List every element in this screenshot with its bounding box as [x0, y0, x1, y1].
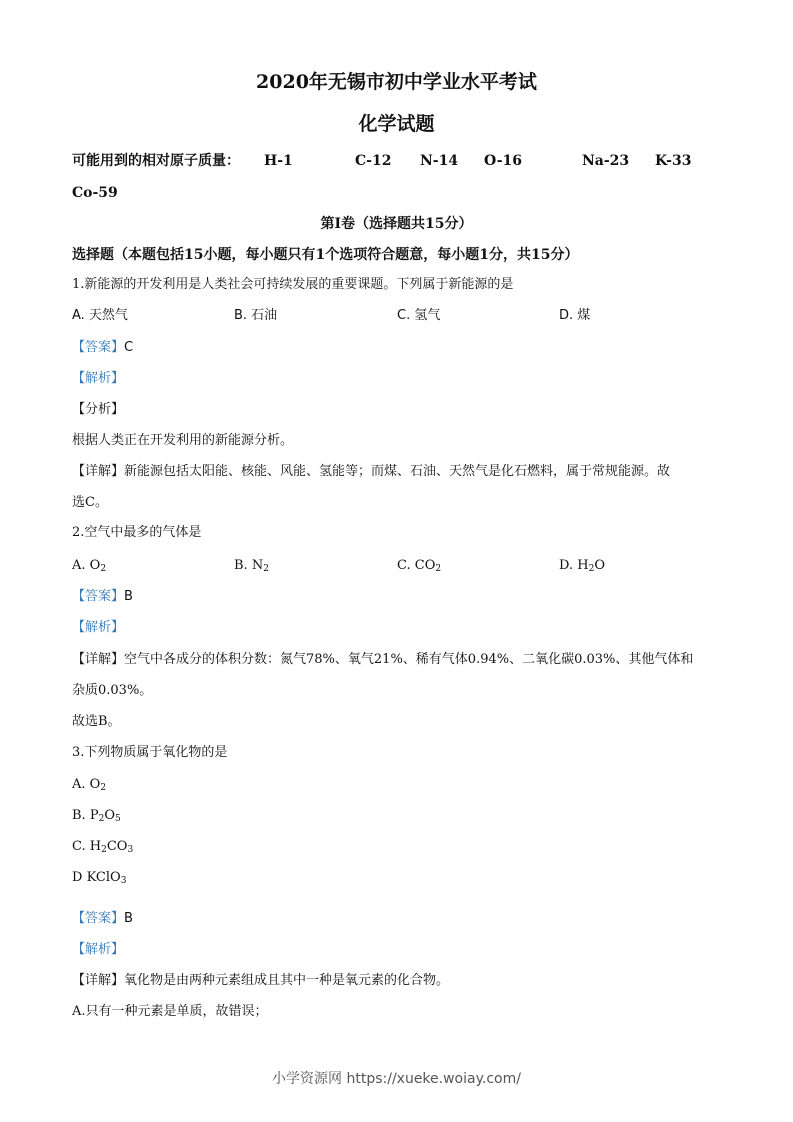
- question-3-option-d: D KClO$_3$: [72, 870, 127, 886]
- question-2-detail: [72, 651, 693, 669]
- question-1-answer: [72, 339, 133, 357]
- question-3-detail-cont: A.只有一种元素是单质，故错误；: [72, 1004, 268, 1019]
- answer-tag: 【答案】: [72, 911, 125, 926]
- question-2-option-d: D. $H_2O$: [559, 558, 605, 574]
- question-2-answer: [72, 588, 133, 606]
- question-3-option-c: C. $H_2CO_3$: [72, 839, 134, 855]
- atomic-mass-c: C-12: [355, 153, 392, 169]
- atomic-mass-label: 可能用到的相对原子质量：: [72, 153, 240, 169]
- question-1-option-c: C. 氢气: [397, 308, 441, 323]
- answer-value: B: [124, 589, 133, 604]
- exam-title: 2020年无锡市初中学业水平考试: [256, 71, 537, 93]
- question-1-analysis-tag: 【分析】: [72, 402, 125, 417]
- question-2-conclusion: 故选B。: [72, 714, 121, 729]
- question-1-stem: 1.新能源的开发利用是人类社会可持续发展的重要课题。下列属于新能源的是: [72, 277, 514, 292]
- section-title: 第I卷（选择题共15分）: [320, 216, 473, 232]
- question-2-option-b: B. $N_2$: [234, 558, 269, 574]
- question-1-explanation-tag: 【解析】: [72, 371, 125, 386]
- answer-tag: 【答案】: [72, 340, 125, 355]
- atomic-mass-co: Co-59: [72, 185, 118, 201]
- question-3-option-a: A. $O_2$: [72, 777, 107, 793]
- question-1-option-b: B. 石油: [234, 308, 278, 323]
- answer-value: C: [124, 340, 134, 355]
- detail-tag: 【详解】: [72, 464, 125, 479]
- question-3-answer: [72, 910, 133, 928]
- detail-tag: 【详解】: [72, 973, 125, 988]
- question-2-option-a: A. $O_2$: [72, 558, 107, 574]
- question-2-explanation-tag: 【解析】: [72, 620, 125, 635]
- atomic-mass-h: H-1: [264, 153, 293, 169]
- detail-tag: 【详解】: [72, 652, 125, 667]
- question-1-detail: [72, 463, 670, 481]
- atomic-mass-k: K-33: [655, 153, 692, 169]
- question-1-option-d: D. 煤: [559, 308, 591, 323]
- detail-text: 新能源包括太阳能、核能、风能、氢能等；而煤、石油、天然气是化石燃料，属于常规能源。故: [124, 464, 671, 479]
- question-2-option-c: C. $CO_2$: [397, 558, 442, 574]
- question-2-detail-cont: 杂质0.03%。: [72, 683, 153, 698]
- question-2-stem: 2.空气中最多的气体是: [72, 525, 202, 540]
- section-instructions: 选择题（本题包括15小题，每小题只有1个选项符合题意，每小题1分，共15分）: [72, 247, 579, 263]
- question-3-detail: [72, 972, 449, 990]
- question-3-option-b: B. $P_2O_5$: [72, 808, 121, 824]
- question-3-explanation-tag: 【解析】: [72, 942, 125, 957]
- detail-text: 空气中各成分的体积分数：氮气78%、氧气21%、稀有气体0.94%、二氧化碳0.03%、其他气体和: [124, 652, 694, 667]
- atomic-mass-o: O-16: [484, 153, 523, 169]
- question-3-stem: 3.下列物质属于氧化物的是: [72, 745, 228, 760]
- exam-subtitle: 化学试题: [358, 113, 435, 135]
- answer-value: B: [124, 911, 133, 926]
- atomic-mass-na: Na-23: [582, 153, 630, 169]
- footer-watermark: 小学资源网 https://xueke.woiay.com/: [272, 1071, 521, 1087]
- answer-tag: 【答案】: [72, 589, 125, 604]
- question-1-analysis-text: 根据人类正在开发利用的新能源分析。: [72, 433, 294, 448]
- detail-text: 氧化物是由两种元素组成且其中一种是氧元素的化合物。: [124, 973, 450, 988]
- question-1-detail-cont: 选C。: [72, 495, 108, 510]
- question-1-option-a: A. 天然气: [72, 308, 128, 323]
- atomic-mass-n: N-14: [420, 153, 459, 169]
